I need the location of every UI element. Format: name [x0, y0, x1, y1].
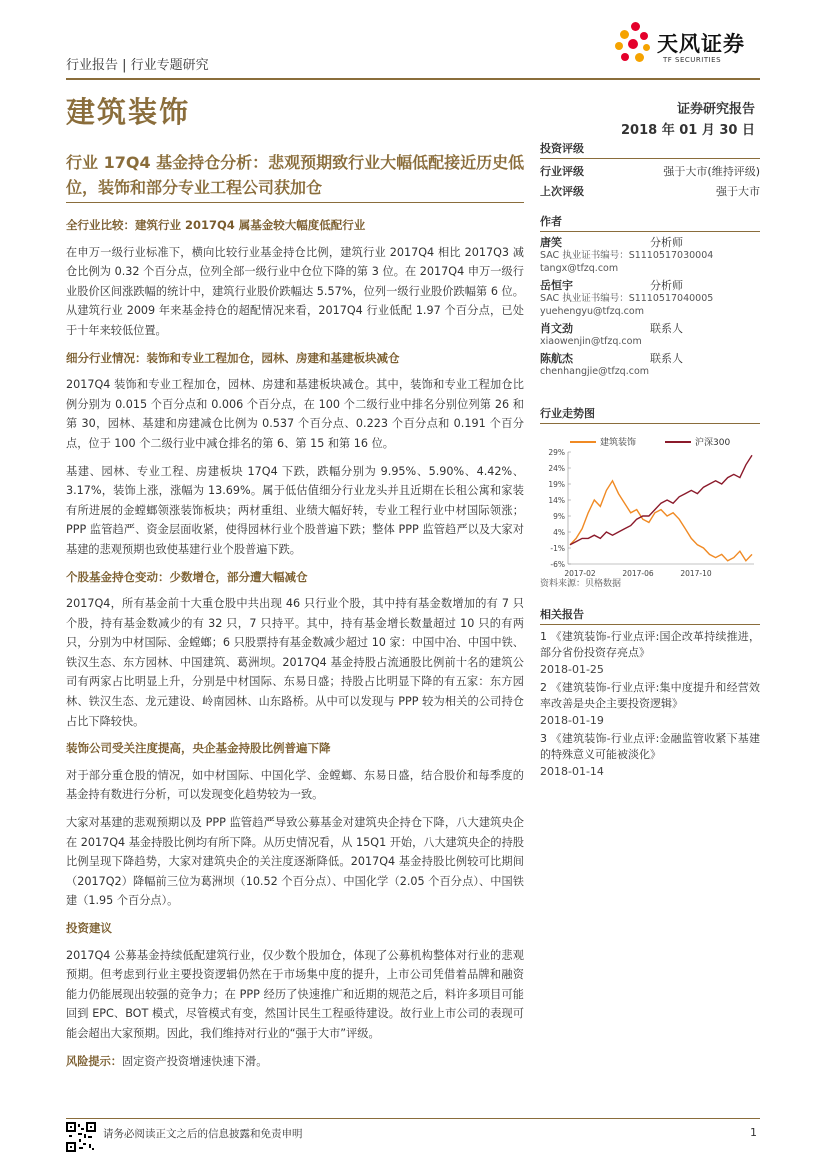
title-divider — [66, 202, 524, 203]
x-tick-label: 2017-02 — [564, 569, 596, 578]
section-3 — [66, 568, 524, 732]
paragraph: 大家对基建的悲观预期以及 PPP 监管趋严导致公募基金对建筑央企持仓下降，八大建筑央企在 2017Q4 基金持股比例均有所下降。从历史情况看，从 15Q1 开始，八大建筑央企的持股比例呈现下降趋势，大家对建筑央企的关注度逐渐降低。2017Q4 基金持股比例较可比期间（2017Q2）降幅前三位为葛洲坝（10.52 个百分点）、中国化学（2.05 个百分点）、中国铁建（1.95 个百分点）。 — [66, 816, 524, 908]
related-report-link[interactable]: 1 《建筑装饰-行业点评:国企改革持续推进，部分省份投资存亮点》 — [540, 630, 760, 659]
logo-english: TF SECURITIES — [663, 56, 722, 64]
author-email[interactable]: xiaowenjin@tfzq.com — [540, 336, 642, 347]
related-report-link[interactable]: 2 《建筑装饰-行业点评:集中度提升和经营效率改善是央企主要投资逻辑》 — [540, 681, 760, 710]
author-name: 岳恒宇 — [540, 279, 573, 292]
paragraph: 2017Q4 装饰和专业工程加仓，园林、房建和基建板块减仓。其中，装饰和专业工程加仓比例分别为 0.015 个百分点和 0.006 个百分点，在 100 个二级行业中排名分别位列第 26 和第 30，园林、基建和房建减仓比例为 0.537 个百分点、0.223 个百分点和 0.191 个百分点，位于 100 个二级行业中减仓排名的第 6、第 15 和第 16 位。 — [66, 378, 524, 450]
y-tick-label: 24% — [548, 464, 565, 473]
author-name: 陈航杰 — [540, 352, 573, 365]
rating-row — [540, 163, 760, 179]
trend-chart — [540, 418, 760, 590]
section-5 — [66, 919, 524, 1044]
author-entry — [540, 322, 760, 348]
author-entry — [540, 352, 760, 378]
logo-text: 天风证券 — [657, 32, 745, 56]
section-heading: 全行业比较：建筑行业 2017Q4 属基金较大幅度低配行业 — [66, 218, 366, 232]
industry-title: 建筑装饰 — [66, 95, 191, 129]
related-panel — [540, 606, 760, 778]
rating-key: 上次评级 — [540, 185, 584, 198]
section-2 — [66, 349, 524, 560]
author-cert: SAC 执业证书编号：S1110517030004 — [540, 250, 714, 261]
company-logo — [615, 22, 765, 72]
author-name: 肖文劲 — [540, 322, 573, 335]
trend-title: 行业走势图 — [540, 405, 760, 424]
related-title: 相关报告 — [540, 606, 760, 625]
author-role: 联系人 — [650, 322, 683, 335]
author-email[interactable]: tangx@tfzq.com — [540, 263, 619, 274]
paragraph: 在申万一级行业标准下，横向比较行业基金持仓比例，建筑行业 2017Q4 相比 2017Q3 减仓比例为 0.32 个百分点，位列全部一级行业中仓位下降的第 3 位。在 2017Q4 申万一级行业股价区间涨跌幅的统计中，建筑行业股价跌幅达 5.57%，位列一级行业股价跌幅第 6 位。从建筑行业 2009 年来基金持仓的超配情况来看，2017Q4 行业低配 1.97 个百分点，已处于十年来较低位置。 — [66, 245, 524, 337]
section-1 — [66, 216, 524, 341]
report-title: 行业 17Q4 基金持仓分析：悲观预期致行业大幅低配接近历史低位，装饰和部分专业工程公司获加仓 — [66, 153, 525, 197]
y-tick-label: 9% — [553, 512, 565, 521]
related-report-date: 2018-01-19 — [540, 714, 604, 727]
risk-text: 固定资产投资增速快速下滑。 — [121, 1054, 268, 1068]
footer-disclaimer: 请务必阅读正文之后的信息披露和免责申明 — [103, 1128, 303, 1140]
rating-title: 投资评级 — [540, 140, 760, 159]
main-content — [66, 216, 524, 1071]
header-divider — [66, 78, 760, 80]
authors-title: 作者 — [540, 213, 760, 232]
paragraph: 2017Q4，所有基金前十大重仓股中共出现 46 只行业个股，其中持有基金数增加的有 7 只个股，持有基金数减少的有 32 只，7 只持平。其中，持有基金增长数量超过 10 只的有两只，分别为中材国际、金螳螂；6 只股票持有基金数减少超过 10 家：中国中冶、中国中铁、铁汉生态、东方园林、中国建筑、葛洲坝。2017Q4 基金持股占流通股比例前十名的建筑公司有两家占比明显上升，分别是中材国际、东易日盛；持股占比明显下降的有五家：东方园林、铁汉生态、龙元建设、岭南园林、山东路桥。从中可以发现与 PPP 较为相关的公司持仓占比下降较快。 — [66, 597, 524, 728]
author-name: 唐笑 — [540, 236, 562, 249]
author-cert: SAC 执业证书编号：S1110517040005 — [540, 293, 714, 304]
author-role: 分析师 — [650, 279, 683, 292]
rating-value: 强于大市(维持评级) — [663, 165, 760, 178]
authors-panel — [540, 213, 760, 378]
section-heading: 投资建议 — [66, 921, 112, 935]
page-number: 1 — [750, 1126, 757, 1139]
rating-panel — [540, 140, 760, 199]
trend-chart-svg — [540, 418, 760, 590]
paragraph: 对于部分重仓股的情况，如中材国际、中国化学、金螳螂、东易日盛，结合股价和每季度的基金持有数进行分析，可以发现变化趋势较为一致。 — [66, 768, 524, 802]
section-heading: 细分行业情况：装饰和专业工程加仓，园林、房建和基建板块减仓 — [66, 350, 400, 365]
logo-mark-icon — [615, 22, 653, 68]
author-entry — [540, 279, 760, 318]
section-heading: 个股基金持仓变动：少数增仓，部分遭大幅减仓 — [66, 569, 308, 584]
section-4 — [66, 739, 524, 911]
x-tick-label: 2017-10 — [680, 569, 712, 578]
author-role: 联系人 — [650, 352, 683, 365]
series-line — [570, 455, 752, 545]
related-report-date: 2018-01-14 — [540, 765, 604, 778]
author-entry — [540, 236, 760, 275]
paragraph: 基建、园林、专业工程、房建板块 17Q4 下跌，跌幅分别为 9.95%、5.90%、4.42%、3.17%，装饰上涨，涨幅为 13.69%。属于低估值细分行业龙头并且近期在长租公寓和家装有所进展的金螳螂领涨装饰板块；两材重组、业绩大幅好转，专业工程行业中材国际领涨；PPP 监管趋严、资金层面收紧，使得园林行业个股普遍下跌；整体 PPP 监管趋严以及大家对基建的悲观预期也致使基建行业个股普遍下跌。 — [66, 464, 524, 556]
footer-divider — [66, 1118, 760, 1119]
x-tick-label: 2017-06 — [622, 569, 654, 578]
qr-code-icon — [66, 1122, 96, 1152]
legend-label: 沪深300 — [695, 438, 731, 448]
report-category: 行业报告 | 行业专题研究 — [66, 58, 209, 73]
report-date: 2018 年 01 月 30 日 — [621, 123, 755, 138]
legend-label: 建筑装饰 — [600, 438, 637, 448]
y-tick-label: -6% — [550, 560, 565, 569]
risk-warning — [66, 1052, 524, 1072]
y-tick-label: 19% — [548, 480, 565, 489]
author-email[interactable]: chenhangjie@tfzq.com — [540, 366, 650, 377]
report-type: 证券研究报告 — [676, 102, 755, 117]
series-line — [570, 481, 752, 561]
author-email[interactable]: yuehengyu@tfzq.com — [540, 306, 644, 317]
related-report-date: 2018-01-25 — [540, 663, 604, 676]
rating-row — [540, 183, 760, 199]
y-tick-label: -1% — [550, 544, 565, 553]
y-tick-label: 4% — [553, 528, 565, 537]
rating-value: 强于大市 — [716, 185, 760, 198]
rating-key: 行业评级 — [540, 165, 584, 178]
chart-source: 资料来源：贝格数据 — [540, 579, 622, 589]
y-tick-label: 29% — [548, 448, 565, 457]
related-report-link[interactable]: 3 《建筑装饰-行业点评:金融监管收紧下基建的特殊意义可能被淡化》 — [540, 732, 760, 761]
risk-label: 风险提示： — [66, 1054, 122, 1068]
section-heading: 装饰公司受关注度提高，央企基金持股比例普遍下降 — [66, 741, 331, 756]
y-tick-label: 14% — [548, 496, 565, 505]
author-role: 分析师 — [650, 236, 683, 249]
paragraph: 2017Q4 公募基金持续低配建筑行业，仅少数个股加仓，体现了公募机构整体对行业的悲观预期。但考虑到行业主要投资逻辑仍然在于市场集中度的提升，上市公司凭借着品牌和融资能力仍能展现出较强的竞争力；在 PPP 经历了快速推广和近期的规范之后，料许多项目可能回到 EPC、BOT 模式，尽管模式有变，然国计民生工程亟待建设。故行业上市公司的表现可能会超出大家预期。因此，我们维持对行业的“强于大市”评级。 — [66, 948, 524, 1040]
